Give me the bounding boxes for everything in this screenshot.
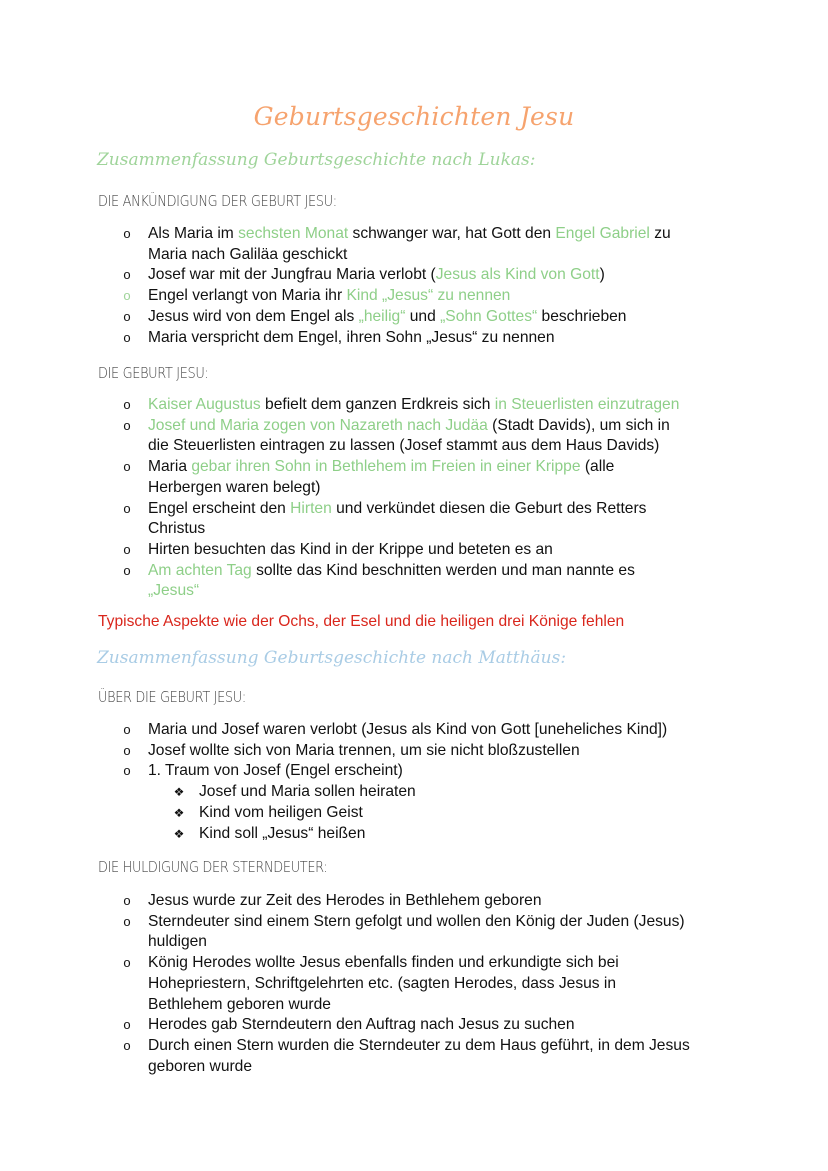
- list-ankuendigung: [0, 224, 828, 348]
- highlight: Jesus als Kind von Gott: [435, 266, 600, 284]
- list-item: [0, 328, 828, 349]
- section-heading-geburt: DIE GEBURT JESU:: [98, 364, 209, 382]
- list-ueber-geburt: [0, 720, 828, 844]
- list-item: [0, 741, 828, 762]
- highlight: Kaiser Augustus: [148, 396, 261, 413]
- circle-bullet-icon: o: [123, 397, 131, 412]
- text: Hirten besuchten das Kind in der Krippe und beteten es an: [148, 540, 553, 558]
- circle-bullet-icon: o: [123, 722, 131, 737]
- circle-bullet-icon: o: [123, 459, 131, 475]
- text: (Stadt Davids), um sich in: [487, 416, 670, 434]
- text: Bethlehem geboren wurde: [148, 995, 331, 1013]
- sub-list-item: [0, 782, 828, 803]
- circle-bullet-icon: o: [123, 267, 131, 283]
- text: (alle: [580, 458, 615, 476]
- highlight: sechsten Monat: [238, 225, 349, 242]
- text: 1. Traum von Josef (Engel erscheint): [148, 762, 403, 780]
- text: und: [405, 307, 441, 325]
- list-item: [0, 457, 828, 498]
- text: König Herodes wollte Jesus ebenfalls finden und erkundigte sich bei: [148, 954, 619, 972]
- text: huldigen: [148, 933, 207, 951]
- list-item: [0, 224, 828, 265]
- circle-bullet-icon: o: [123, 226, 131, 241]
- highlight: Josef und Maria zogen von Nazareth nach Judäa: [148, 416, 488, 434]
- missing-aspects-note: Typische Aspekte wie der Ochs, der Esel und die heiligen drei Könige fehlen: [98, 613, 625, 630]
- matthaeus-summary-label: Zusammenfassung Geburtsgeschichte nach Matthäus:: [97, 648, 567, 668]
- text: ): [599, 266, 605, 284]
- text: Jesus wird von dem Engel als: [148, 307, 359, 325]
- list-item: [0, 561, 828, 602]
- section-heading-huldigung: DIE HULDIGUNG DER STERNDEUTER:: [98, 858, 328, 876]
- circle-bullet-icon: o: [123, 329, 131, 345]
- text: die Steuerlisten eintragen zu lassen (Josef stammt aus dem Haus Davids): [148, 437, 660, 455]
- list-item: [0, 1036, 828, 1077]
- circle-bullet-icon: o: [123, 1037, 131, 1053]
- circle-bullet-icon: o: [123, 562, 131, 578]
- sub-list-item: [0, 824, 828, 845]
- text: Josef und Maria sollen heiraten: [199, 783, 416, 801]
- text: Christus: [148, 520, 206, 538]
- list-item: [0, 953, 828, 1015]
- list-item: [0, 499, 828, 540]
- list-item: [0, 540, 828, 561]
- list-item: [0, 265, 828, 286]
- circle-bullet-icon: o: [123, 955, 131, 971]
- text: Maria: [148, 458, 192, 476]
- list-geburt: [0, 395, 828, 602]
- text: schwanger war, hat Gott den: [348, 225, 556, 242]
- list-item: [0, 720, 828, 741]
- circle-bullet-icon: o: [123, 500, 131, 516]
- list-item: [0, 1015, 828, 1036]
- list-item: [0, 286, 828, 307]
- highlight: Engel Gabriel: [555, 225, 650, 242]
- highlight: Kind „Jesus“ zu nennen: [346, 287, 511, 305]
- text: beschrieben: [537, 307, 627, 325]
- highlight: „Jesus“: [148, 582, 200, 600]
- list-item: [0, 912, 828, 953]
- circle-bullet-icon: o: [123, 742, 131, 758]
- diamond-bullet-icon: ❖: [173, 826, 185, 841]
- text: geboren wurde: [148, 1057, 253, 1075]
- text: Jesus wurde zur Zeit des Herodes in Bethlehem geboren: [148, 892, 542, 909]
- text: Engel verlangt von Maria ihr: [148, 287, 347, 305]
- text: befielt dem ganzen Erdkreis sich: [260, 396, 495, 413]
- text: Als Maria im: [148, 225, 239, 242]
- text: Durch einen Stern wurden die Sterndeuter zu dem Haus geführt, in dem Jesus: [148, 1036, 690, 1054]
- text: Kind soll „Jesus“ heißen: [199, 824, 366, 842]
- list-item: [0, 307, 828, 328]
- diamond-bullet-icon: ❖: [173, 805, 185, 820]
- text: Sterndeuter sind einem Stern gefolgt und wollen den König der Juden (Jesus): [148, 912, 685, 930]
- section-heading-ankuendigung: DIE ANKÜNDIGUNG DER GEBURT JESU:: [98, 192, 337, 210]
- text: sollte das Kind beschnitten werden und man nannte es: [251, 561, 635, 579]
- text: Maria verspricht dem Engel, ihren Sohn „Jesus“ zu nennen: [148, 328, 555, 346]
- sub-list-item: [0, 803, 828, 824]
- text: Kind vom heiligen Geist: [199, 803, 363, 821]
- lukas-summary-label: Zusammenfassung Geburtsgeschichte nach Lukas:: [97, 150, 536, 170]
- circle-bullet-icon: o: [123, 893, 131, 908]
- circle-bullet-icon: o: [123, 288, 131, 304]
- circle-bullet-icon: o: [123, 1017, 131, 1033]
- list-item: [0, 416, 828, 457]
- list-item: [0, 761, 828, 782]
- text: Herodes gab Sterndeutern den Auftrag nach Jesus zu suchen: [148, 1016, 575, 1034]
- text: zu: [649, 225, 671, 242]
- circle-bullet-icon: o: [123, 541, 131, 557]
- highlight: gebar ihren Sohn in Bethlehem im Freien in einer Krippe: [191, 458, 581, 476]
- text: Engel erscheint den: [148, 499, 291, 517]
- highlight: „heilig“: [358, 307, 406, 325]
- highlight: Hirten: [290, 499, 332, 517]
- list-item: [0, 395, 828, 416]
- circle-bullet-icon: o: [123, 763, 131, 779]
- text: Josef wollte sich von Maria trennen, um sie nicht bloßzustellen: [148, 741, 580, 759]
- section-heading-ueber-geburt: ÜBER DIE GEBURT JESU:: [98, 688, 246, 706]
- page-title: Geburtsgeschichten Jesu: [253, 102, 575, 131]
- circle-bullet-icon: o: [123, 913, 131, 929]
- circle-bullet-icon: o: [123, 417, 131, 433]
- text: und verkündet diesen die Geburt des Retters: [331, 499, 647, 517]
- highlight: Am achten Tag: [148, 561, 252, 579]
- text: Maria und Josef waren verlobt (Jesus als Kind von Gott [uneheliches Kind]): [148, 721, 668, 738]
- highlight: „Sohn Gottes“: [440, 307, 538, 325]
- list-huldigung: [0, 891, 828, 1077]
- list-item: [0, 891, 828, 912]
- text: Josef war mit der Jungfrau Maria verlobt (: [148, 266, 436, 284]
- circle-bullet-icon: o: [123, 308, 131, 324]
- text: Hohepriestern, Schriftgelehrten etc. (sagten Herodes, dass Jesus in: [148, 974, 617, 992]
- diamond-bullet-icon: ❖: [173, 785, 185, 800]
- highlight: in Steuerlisten einzutragen: [494, 396, 680, 413]
- text: Herbergen waren belegt): [148, 478, 321, 496]
- text: Maria nach Galiläa geschickt: [148, 245, 348, 263]
